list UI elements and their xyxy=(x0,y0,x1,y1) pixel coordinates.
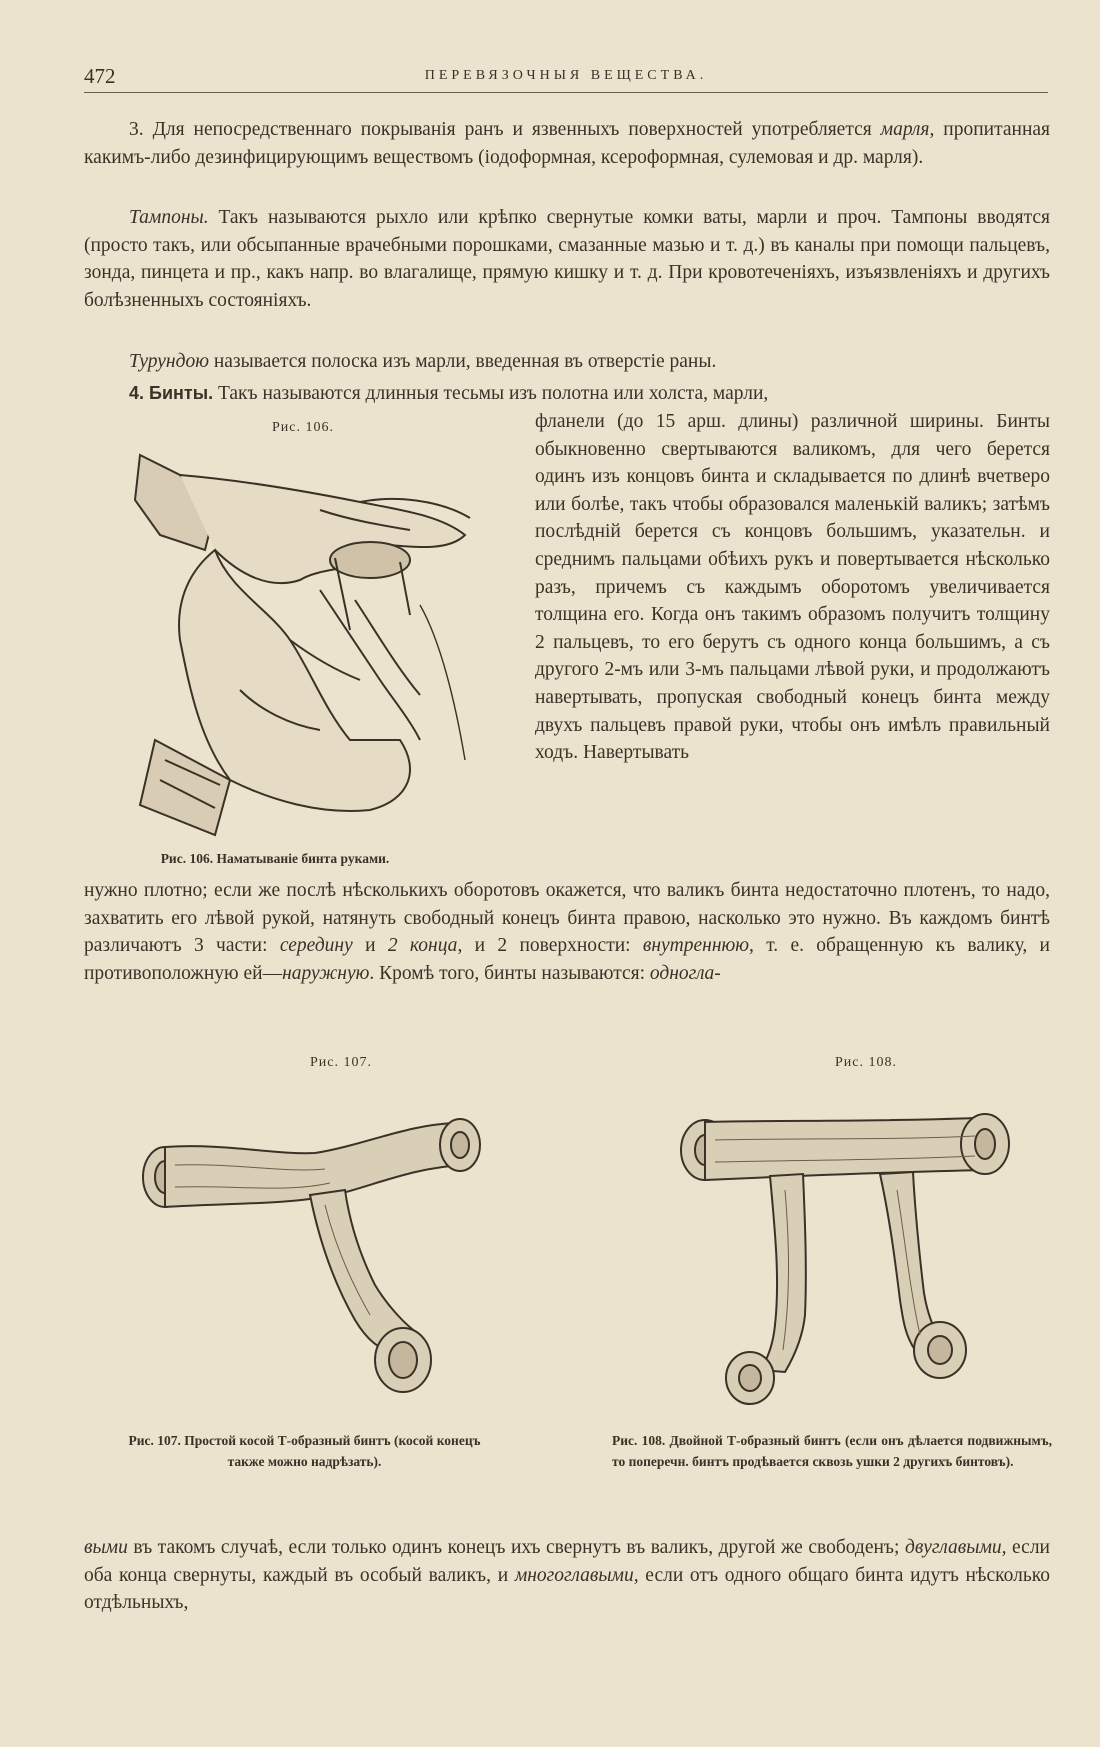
bandages-part-middle: середину xyxy=(279,935,353,957)
closing-text-b: если оба конца свернуты, каждый въ особый валикъ, и xyxy=(84,1537,1050,1586)
bandages-full-a: нужно плотно; если же послѣ нѣсколькихъ оборотовъ окажется, что валикъ бинта недостаточно плотенъ, то надо, захватить его лѣвой рукой, натянуть свободный конецъ бинта правою, насколько это нужно. Въ каждомъ бинтѣ различаютъ 3 части: xyxy=(84,880,1050,957)
bandages-column-text xyxy=(535,408,1050,767)
paragraph-turunda xyxy=(84,348,1050,376)
fig108-label: Рис. 108. xyxy=(835,1055,897,1070)
fig107-label: Рис. 107. xyxy=(310,1055,372,1070)
paragraph-tampons xyxy=(84,204,1050,314)
bandages-full-b: , и 2 поверхности: xyxy=(457,935,643,957)
bandages-full-c: , т. е. обращенную къ валику, и противоположную ей— xyxy=(84,935,1050,984)
bandages-full-d: . Кромѣ того, бинты называются: xyxy=(369,962,650,984)
turunda-term: Турундою xyxy=(129,351,209,372)
closing-double-head: двуглавыми, xyxy=(904,1537,1007,1558)
fig108-caption: Рис. 108. Двойной Т-образный бинтъ (если онъ дѣлается подвижнымъ, то поперечн. бинтъ продѣвается сквозь ушки 2 другихъ бинтовъ). xyxy=(612,1433,1052,1469)
closing-multi-head: многоглавыми, xyxy=(514,1564,639,1586)
paragraph-bandages-first-line xyxy=(84,380,1050,408)
fig107-caption: Рис. 107. Простой косой Т-образный бинтъ (косой конецъ также можно надрѣзать). xyxy=(128,1433,481,1469)
fig108-double-t-bandage-illustration xyxy=(675,1110,1025,1410)
paragraph-bandages-continued xyxy=(84,877,1050,987)
page-number: 472 xyxy=(84,64,116,88)
tampons-term: Тампоны. xyxy=(129,207,209,228)
bandages-part-ends: 2 конца xyxy=(387,935,458,957)
fig106-caption: Рис. 106. Наматываніе бинта руками. xyxy=(160,851,390,866)
para3-text-a: 3. Для непосредственнаго покрыванія ранъ и язвенныхъ поверхностей употребляется xyxy=(129,119,881,140)
para3-term-gauze: марля, xyxy=(880,119,935,140)
closing-single-head: выми xyxy=(84,1537,128,1558)
bandages-surface-outer: наружную xyxy=(282,962,370,984)
bandages-and1: и xyxy=(352,935,388,957)
fig106-label: Рис. 106. xyxy=(272,420,334,435)
paragraph-gauze xyxy=(84,116,1050,171)
fig107-simple-t-bandage-illustration xyxy=(135,1105,505,1405)
bandages-line1: Такъ называются длинныя тесьмы изъ полотна или холста, марли, xyxy=(213,383,769,404)
closing-text-a: въ такомъ случаѣ, если только одинъ конецъ ихъ свернутъ въ валикъ, другой же свободенъ; xyxy=(127,1537,905,1558)
turunda-text: называется полоска изъ марли, введенная въ отверстіе раны. xyxy=(208,351,717,372)
bandages-column-paragraph: фланели (до 15 арш. длины) различной ширины. Бинты обыкновенно свертываются валикомъ, для чего берется одинъ изъ концовъ бинта и складывается по длинѣ вчетверо или болѣе, такъ чтобы образовался маленькій валикъ; затѣмъ послѣдній берется съ концовъ большимъ, указательн. и среднимъ пальцами обѣихъ рукъ и повертывается нѣсколько разъ, причемъ съ каждымъ оборотомъ увеличивается толщина его. Когда онъ такимъ образомъ получитъ толщину 2 пальцевъ, то его берутъ съ одного конца большимъ, а съ другого 2-мъ или 3-мъ пальцами лѣвой руки, и продолжаютъ навертывать, пропуская свободный конецъ бинта между двухъ пальцевъ правой руки, чтобы онъ имѣлъ правильный ходъ. Навертывать xyxy=(535,411,1050,764)
para3-text-c: пропитанная какимъ-либо дезинфицирующимъ веществомъ (іодоформная, ксероформная, сулемовая и др. марля). xyxy=(84,119,1051,168)
running-title: ПЕРЕВЯЗОЧНЫЯ ВЕЩЕСТВА. xyxy=(424,68,708,83)
bandages-heading: 4. Бинты. xyxy=(129,383,214,403)
fig106-hands-illustration xyxy=(120,440,500,850)
closing-text-c: если отъ одного общаго бинта идутъ нѣсколько отдѣльныхъ, xyxy=(84,1564,1051,1614)
bandages-single-head-a: одноглa- xyxy=(649,962,721,984)
tampons-text: Такъ называются рыхло или крѣпко свернутые комки ваты, марли и проч. Тампоны вводятся (просто такъ, или обсыпанные врачебными порошками, смазанные мазью и т. д.) въ каналы при помощи пальцевъ, зонда, пинцета и пр., какъ напр. во влагалище, прямую кишку и т. д. При кровотеченіяхъ, изъязвленіяхъ и другихъ болѣзненныхъ состояніяхъ. xyxy=(84,207,1050,311)
paragraph-closing xyxy=(84,1534,1050,1617)
page-header xyxy=(84,62,1048,93)
bandages-surface-inner: внутреннюю xyxy=(642,935,750,957)
